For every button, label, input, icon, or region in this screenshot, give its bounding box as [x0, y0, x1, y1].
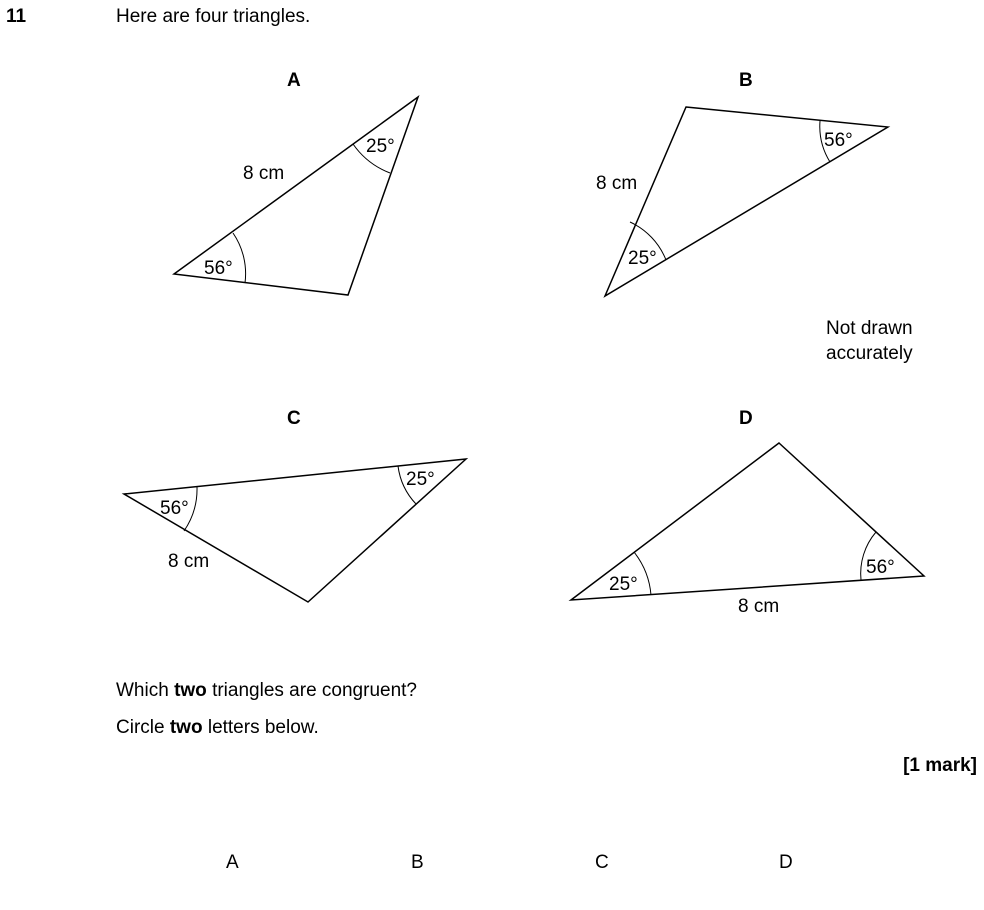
triangle-d-label: D	[739, 408, 753, 429]
triangle-a-label: A	[287, 70, 301, 91]
prompt-emphasis: two	[174, 680, 207, 701]
question-prompt	[116, 680, 417, 702]
note-line-2: accurately	[826, 343, 913, 364]
instruction-emphasis: two	[169, 717, 203, 738]
triangle-b-bottom-angle: 25°	[628, 248, 657, 269]
answer-option-a[interactable]: A	[226, 852, 239, 873]
triangle-c-side-length: 8 cm	[168, 551, 210, 572]
triangle-a-top-angle: 25°	[366, 136, 395, 157]
triangle-a-side-length: 8 cm	[243, 163, 285, 184]
question-instruction	[116, 717, 319, 739]
triangle-c-label: C	[287, 408, 301, 429]
triangle-b-right-angle: 56°	[824, 130, 853, 151]
triangle-d-side-length: 8 cm	[738, 596, 780, 617]
triangle-a-bottom-angle-arc	[233, 233, 246, 283]
triangle-b-side-length: 8 cm	[596, 173, 638, 194]
answer-option-d[interactable]: D	[779, 852, 793, 873]
answer-option-c[interactable]: C	[595, 852, 609, 873]
instruction-text-end: letters below.	[202, 717, 319, 738]
prompt-text-end: triangles are congruent?	[206, 680, 417, 701]
triangle-c-left-angle: 56°	[160, 498, 189, 519]
triangle-d-left-angle: 25°	[609, 574, 638, 595]
note-line-1: Not drawn	[826, 318, 913, 339]
question-number: 11	[6, 6, 27, 27]
mark-allocation: [1 mark]	[903, 755, 977, 776]
triangle-d-right-angle: 56°	[866, 557, 895, 578]
instruction-text-start: Circle	[116, 717, 170, 738]
triangle-a-bottom-angle: 56°	[204, 258, 233, 279]
triangle-b-label: B	[739, 70, 753, 91]
question-intro: Here are four triangles.	[116, 6, 311, 27]
answer-option-b[interactable]: B	[411, 852, 424, 873]
prompt-text-start: Which	[116, 680, 175, 701]
triangle-c-right-angle: 25°	[406, 469, 435, 490]
